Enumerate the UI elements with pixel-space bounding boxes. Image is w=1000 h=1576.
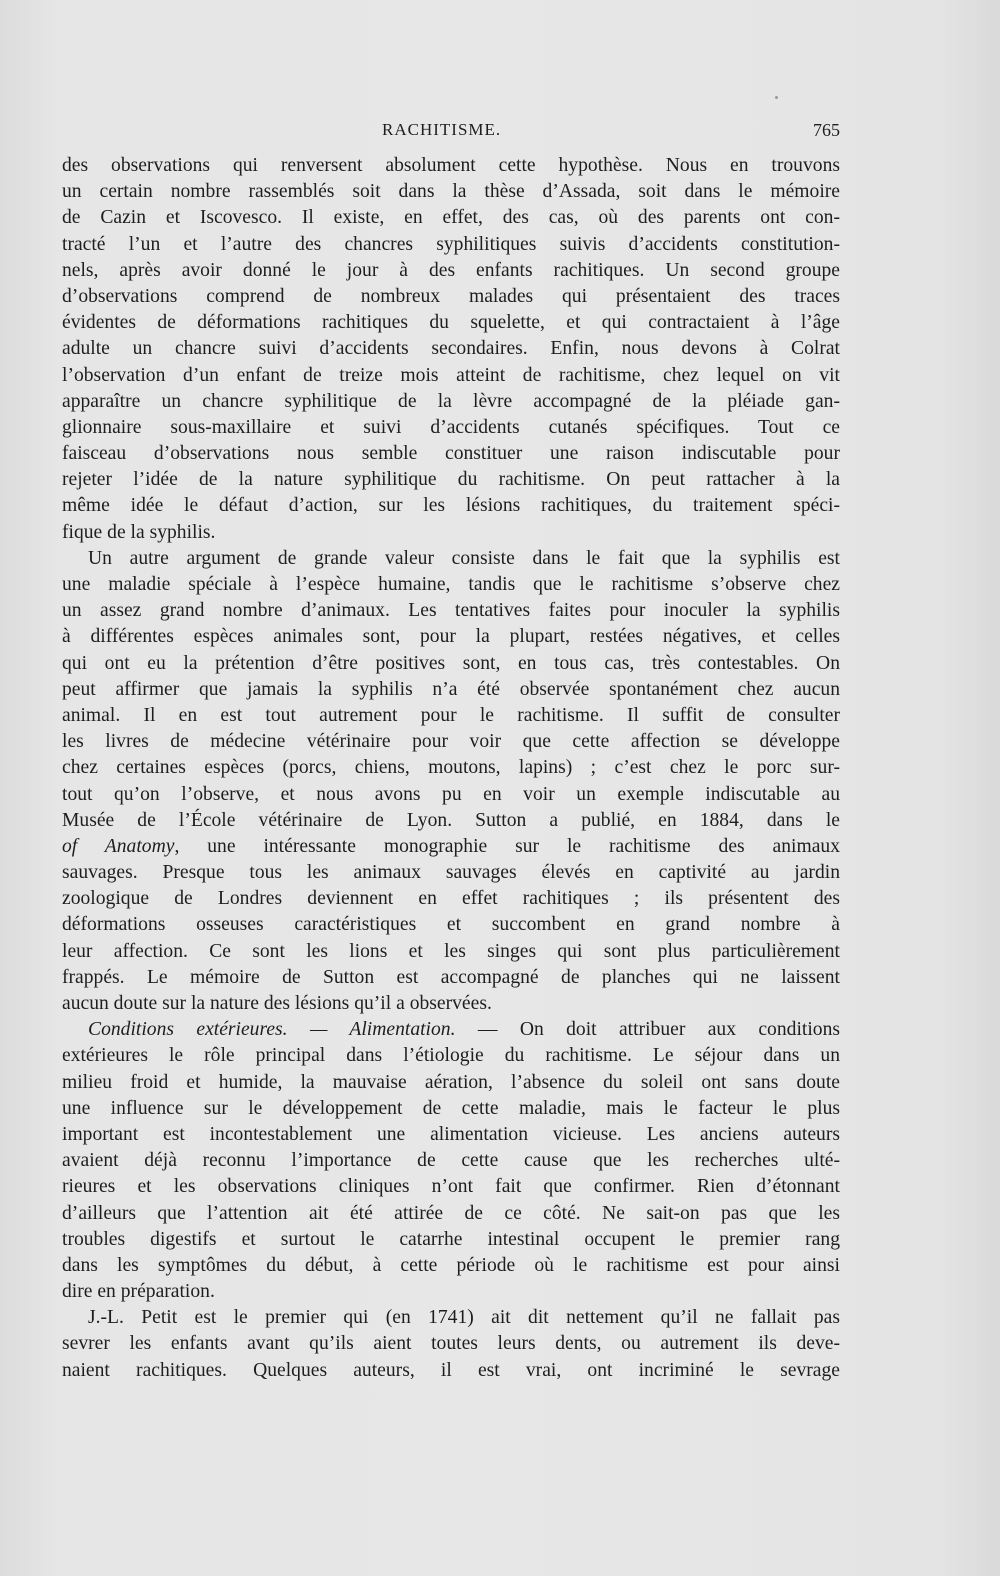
text-line: avaient déjà reconnu l’importance de cette cause que les recherches ulté- [62,1150,840,1172]
text-line: troubles digestifs et surtout le catarrhe intestinal occupent le premier rang [62,1228,840,1250]
text-line: naient rachitiques. Quelques auteurs, il est vrai, ont incriminé le sevrage [62,1359,840,1381]
text-segment: Musée de l’École vétérinaire de Lyon. Sutton a publié, en 1884, dans le [62,809,840,831]
paragraph-start-line: J.-L. Petit est le premier qui (en 1741) ait dit nettement qu’il ne fallait pas [88,1307,840,1329]
text-line: zoologique de Londres deviennent en effet rachitiques ; ils présentent des [62,888,840,910]
text-line: d’ailleurs que l’attention ait été attirée de ce côté. Ne sait-on pas que les [62,1202,840,1224]
text-line: une influence sur le développement de cette maladie, mais le facteur le plus [62,1097,840,1119]
text-segment: , une intéressante monographie sur le rachitisme des animaux [174,835,840,857]
text-line: même idée le défaut d’action, sur les lésions rachitiques, du traitement spéci- [62,495,840,517]
text-line: extérieures le rôle principal dans l’étiologie du rachitisme. Le séjour dans un [62,1045,840,1067]
text-line: rieures et les observations cliniques n’ont fait que confirmer. Rien d’étonnant [62,1176,840,1198]
text-line: milieu froid et humide, la mauvaise aération, l’absence du soleil ont sans doute [62,1071,840,1093]
text-line: peut affirmer que jamais la syphilis n’a été observée spontanément chez aucun [62,678,840,700]
speck [775,96,778,99]
section-heading-line [62,1017,840,1043]
text-line: tracté l’un et l’autre des chancres syphilitiques suivis d’accidents constitution- [62,233,840,255]
text-line: d’observations comprend de nombreux malades qui présentaient des traces [62,285,840,307]
text-line: les livres de médecine vétérinaire pour voir que cette affection se développe [62,731,840,753]
text-line: dans les symptômes du début, à cette période où le rachitisme est pour ainsi [62,1254,840,1276]
text-line: des observations qui renversent absolument cette hypothèse. Nous en trouvons [62,155,840,176]
text-line-with-journal [62,808,840,834]
text-line: évidentes de déformations rachitiques du squelette, et qui contractaient à l’âge [62,312,840,334]
text-line: qui ont eu la prétention d’être positives sont, en tous cas, très contestables. On [62,652,840,674]
text-line: un certain nombre rassemblés soit dans la thèse d’Assada, soit dans le mémoire [62,181,840,203]
text-line: leur affection. Ce sont les lions et les singes qui sont plus particulièrement [62,940,840,962]
journal-title-part: of Anatomy [62,835,175,857]
text-line: frappés. Le mémoire de Sutton est accompagné de planches qui ne laissent [62,966,840,988]
paragraph-end-line: aucun doute sur la nature des lésions qu’il a observées. [62,993,492,1014]
text-line: de Cazin et Iscovesco. Il existe, en effet, des cas, où des parents ont con- [62,207,840,229]
text-line: sevrer les enfants avant qu’ils aient toutes leurs dents, ou autrement ils deve- [62,1333,840,1355]
section-heading: Conditions extérieures. — Alimentation. [88,1019,456,1041]
text-line: apparaître un chancre syphilitique de la lèvre accompagné de la pléiade gan- [62,390,840,412]
text-line: tout qu’on l’observe, et nous avons pu en voir un exemple indiscutable au [62,783,840,805]
paragraph-end-line: dire en préparation. [62,1281,215,1303]
page-header [62,120,840,146]
text-line: une maladie spéciale à l’espèce humaine, tandis que le rachitisme s’observe chez [62,574,840,595]
text-line: faisceau d’observations nous semble constituer une raison indiscutable pour [62,443,840,465]
text-line: glionnaire sous-maxillaire et suivi d’accidents cutanés spécifiques. Tout ce [62,416,840,438]
text-line-with-journal [62,834,840,860]
body-text [62,153,840,1384]
text-line: à différentes espèces animales sont, pour la plupart, restées négatives, et celles [62,626,840,648]
paragraph-end-line: fique de la syphilis. [62,521,216,543]
text-line: déformations osseuses caractéristiques et succombent en grand nombre à [62,914,840,936]
text-segment: — On doit attribuer aux conditions [455,1019,840,1041]
text-line: l’observation d’un enfant de treize mois atteint de rachitisme, chez lequel on vit [62,364,840,386]
text-line: rejeter l’idée de la nature syphilitique du rachitisme. On peut rattacher à la [62,469,840,491]
text-line: sauvages. Presque tous les animaux sauvages élevés en captivité au jardin [62,862,840,884]
text-line: chez certaines espèces (porcs, chiens, moutons, lapins) ; c’est chez le porc sur- [62,757,840,779]
page-number: 765 [813,120,840,140]
text-line: animal. Il en est tout autrement pour le rachitisme. Il suffit de consulter [62,704,840,726]
paragraph-start-line: Un autre argument de grande valeur consiste dans le fait que la syphilis est [88,547,840,569]
text-line: un assez grand nombre d’animaux. Les tentatives faites pour inoculer la syphilis [62,600,840,622]
text-line: important est incontestablement une alimentation vicieuse. Les anciens auteurs [62,1123,840,1145]
text-line: nels, après avoir donné le jour à des enfants rachitiques. Un second groupe [62,259,840,281]
text-line: adulte un chancre suivi d’accidents secondaires. Enfin, nous devons à Colrat [62,338,840,360]
running-title: RACHITISME. [382,120,502,139]
